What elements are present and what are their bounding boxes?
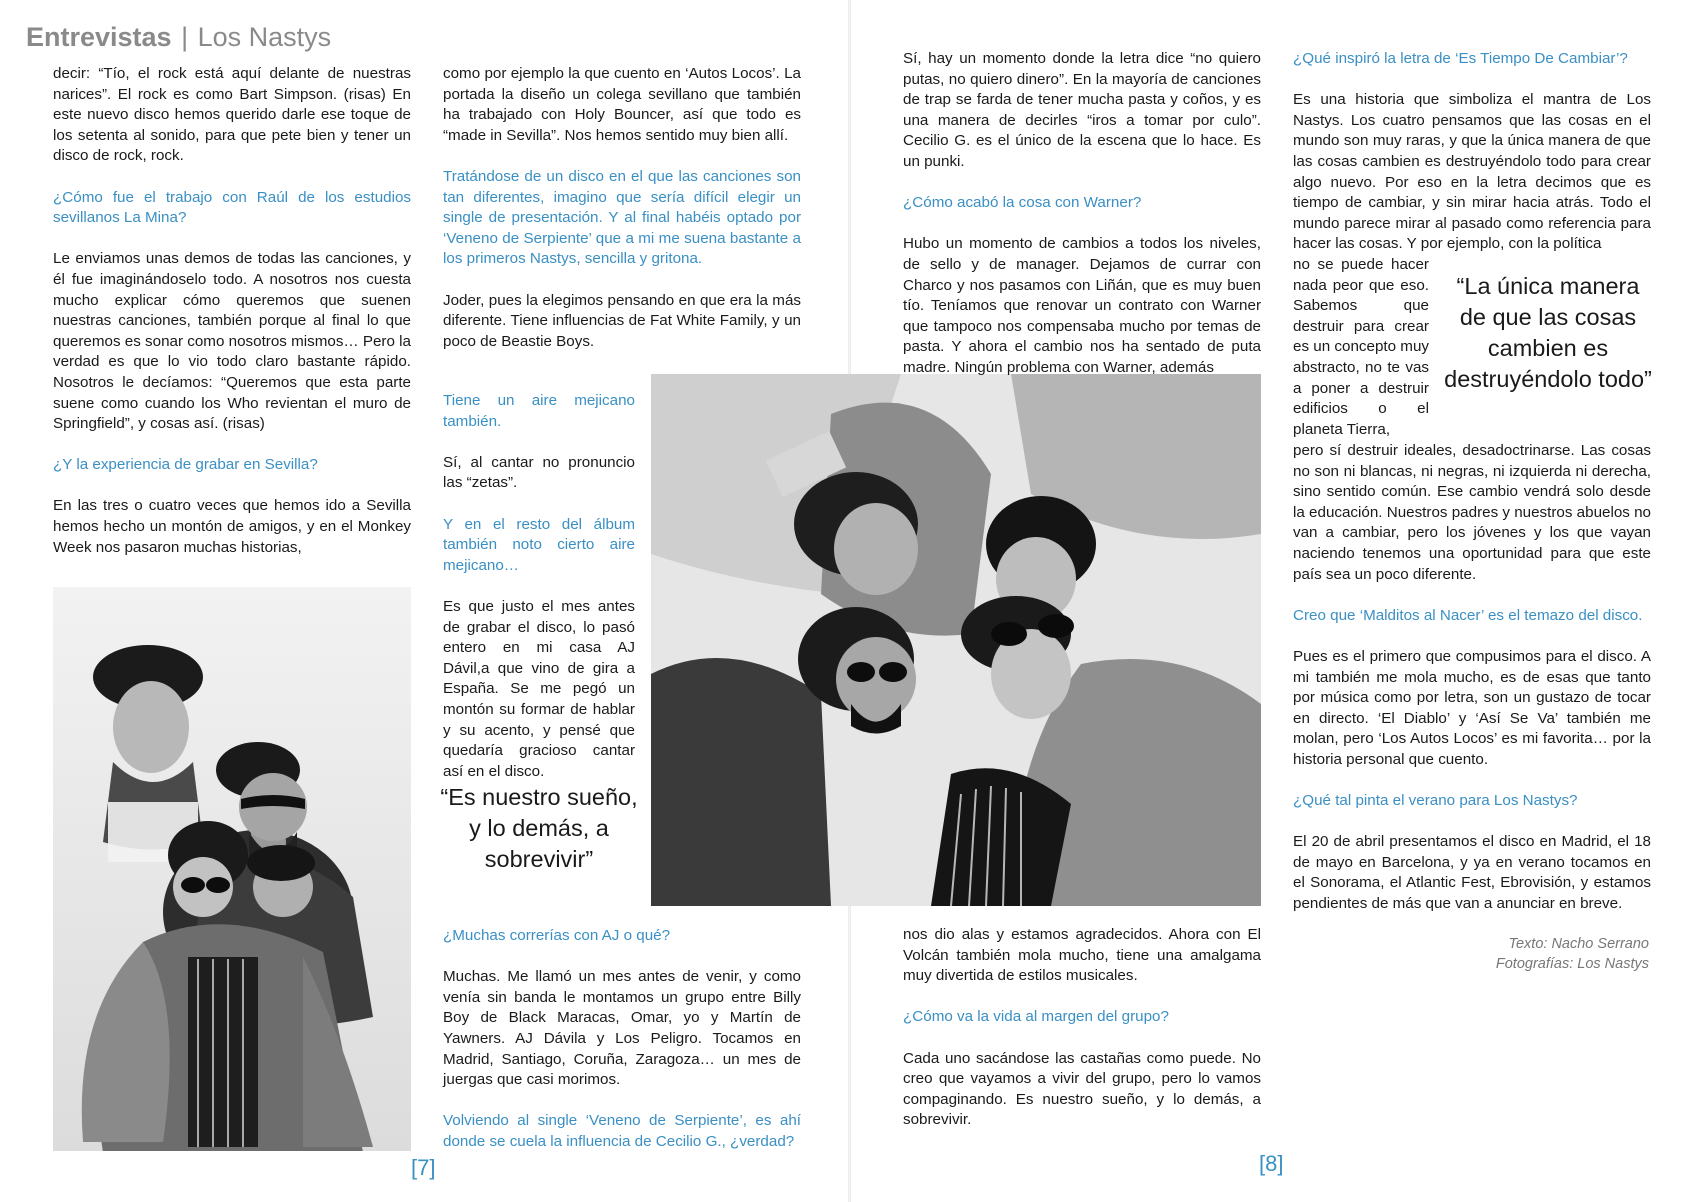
question-paragraph: ¿Cómo acabó la cosa con Warner? bbox=[903, 194, 1142, 212]
left-column-2-narrow bbox=[443, 391, 635, 782]
pull-quote-left: “Es nuestro sueño, y lo demás, a sobrevivir” bbox=[440, 784, 638, 872]
right-column-4-narrow bbox=[1293, 255, 1429, 440]
question-paragraph: ¿Cómo fue el trabajo con Raúl de los estudios sevillanos La Mina? bbox=[53, 188, 411, 227]
answer-paragraph: como por ejemplo la que cuento en ‘Autos Locos’. La portada la diseño un colega sevillano que también ha trabajado con Holy Bouncer, así que todo es “made in Sevilla”. Nos hemos sentido muy bien allí. bbox=[443, 65, 801, 144]
answer-paragraph: Hubo un momento de cambios a todos los niveles, de sello y de manager. Dejamos de currar con Charco y nos pasamos con Liñán, que es muy buen tío. Teníamos que renovar un contrato con Warner que tampoco nos compensaba mucho por temas de pasta. Y ahora el cambio nos ha sentado de puta madre. Ningún problema con Warner, además bbox=[903, 235, 1261, 376]
band-photo-group bbox=[53, 587, 411, 1151]
answer-paragraph: Joder, pues la elegimos pensando en que era la más diferente. Tiene influencias de Fat White Family, y un poco de Beastie Boys. bbox=[443, 291, 801, 350]
question-paragraph: Tratándose de un disco en el que las canciones son tan diferentes, imagino que sería difícil elegir un single de presentación. Y al final habéis optado por ‘Veneno de Serpiente’ que a mi me suena bastante a los primeros Nastys, sencilla y gritona. bbox=[443, 167, 801, 268]
right-column-4-top bbox=[1293, 49, 1651, 255]
question-paragraph: ¿Qué inspiró la letra de ‘Es Tiempo De Cambiar’? bbox=[1293, 50, 1628, 67]
answer-paragraph: decir: “Tío, el rock está aquí delante de nuestras narices”. El rock es como Bart Simpson. (risas) En este nuevo disco hemos querido darle ese toque de los setenta al sonido, para que pete bien y tener un disco de rock, rock. bbox=[53, 65, 411, 165]
photo-credit: Fotografías: Los Nastys bbox=[1495, 956, 1649, 972]
answer-paragraph: En las tres o cuatro veces que hemos ido a Sevilla hemos hecho un montón de amigos, y en el Monkey Week nos pasaron muchas historias, bbox=[53, 497, 411, 556]
question-paragraph: Creo que ‘Malditos al Nacer’ es el temazo del disco. bbox=[1293, 606, 1643, 624]
answer-paragraph: Pues es el primero que compusimos para el disco. A mi también me mola mucho, es de esas que tanto por música como por letra, son un gustazo de tocar en directo. ‘El Diablo’ y ‘Así Se Va’ también me molan, pero ‘Los Autos Locos’ es mi favorita… por la historia personal que cuento. bbox=[1293, 647, 1651, 768]
answer-paragraph: Muchas. Me llamó un mes antes de venir, y como venía sin banda le montamos un grupo entre Billy Boy de Black Maracas, Omar, yo y Martín de Yawners. AJ Dávila y Los Peligro. Tocamos en Madrid, Santiago, Coruña, Zaragoza… un mes de juergas que casi morimos. bbox=[443, 968, 801, 1089]
answer-paragraph: Sí, hay un momento donde la letra dice “no quiero putas, no quiero dinero”. En la mayoría de canciones de trap se farda de tener mucha pasta y coños, y es una manera de decirles “iros a tomar por culo”. Cecilio G. es el único de la escena que lo hace. Es un punki. bbox=[903, 50, 1261, 170]
answer-paragraph: Cada uno sacándose las castañas como puede. No creo que vayamos a vivir del grupo, pero lo vamos compaginando. Es nuestro sueño, y lo demás, a sobrevivir. bbox=[903, 1049, 1261, 1129]
question-paragraph: ¿Qué tal pinta el verano para Los Nastys? bbox=[1293, 792, 1578, 810]
question-paragraph: ¿Y la experiencia de grabar en Sevilla? bbox=[53, 456, 318, 474]
page-number-right: [8] bbox=[1259, 1151, 1284, 1176]
text-credit: Texto: Nacho Serrano bbox=[1508, 936, 1649, 952]
answer-paragraph: Es una historia que simboliza el mantra de Los Nastys. Los cuatro pensamos que las cosas en el mundo son muy raras, y que la única manera de que las cosas cambien es destruyéndolo todo para crear algo nuevo. Por eso en la letra decimos que es tiempo de cambiar, y sin mirar hacia atrás. Todo el mundo parece mirar al pasado como referencia para hacer las cosas. Y por ejemplo, con la política bbox=[1293, 91, 1651, 253]
page-number-left: [7] bbox=[411, 1155, 436, 1180]
article-credits bbox=[1496, 934, 1649, 974]
answer-paragraph: pero sí destruir ideales, desadoctrinarse. Las cosas no son ni blancas, ni negras, ni izquierda ni derecha, sino sentido común. Ese cambio vendrá solo desde la educación. Nuestros padres y nuestros abuelos no van a cambiar, pero los jóvenes y los que vayan naciendo tenemos una oportunidad para que este país sea un poco diferente. bbox=[1293, 442, 1651, 583]
answer-paragraph: Le enviamos unas demos de todas las canciones, y él fue imaginándoselo todo. A nosotros nos cuesta mucho explicar cómo queremos que suenen nuestras canciones, también porque al final lo que queremos es sonar como nosotros mismos… Pero la verdad es que lo vio todo claro bastante rápido. Nosotros le decíamos: “Queremos que esta parte suene como cuando los Who revientan el muro de Springfield”, y cosas así. (risas) bbox=[53, 250, 411, 433]
question-paragraph: Y en el resto del álbum también noto cierto aire mejicano… bbox=[443, 515, 635, 574]
right-column-4-bottom bbox=[1293, 441, 1651, 915]
band-photo-lying bbox=[651, 374, 1261, 906]
question-paragraph: ¿Muchas correrías con AJ o qué? bbox=[443, 927, 671, 944]
header-separator: | bbox=[181, 22, 189, 52]
answer-paragraph: Sí, al cantar no pronuncio las “zetas”. bbox=[443, 453, 635, 492]
left-column-1 bbox=[53, 64, 411, 558]
answer-paragraph: nos dio alas y estamos agradecidos. Ahora con El Volcán también mola mucho, tiene una amalgama muy divertida de estilos musicales. bbox=[903, 926, 1261, 985]
right-column-3-bottom bbox=[903, 925, 1261, 1131]
right-column-3-top bbox=[903, 49, 1261, 379]
question-paragraph: Tiene un aire mejicano también. bbox=[443, 392, 635, 430]
left-column-2-bottom bbox=[443, 926, 801, 1153]
pull-quote-right: “La única manera de que las cosas cambien es destruyéndolo todo” bbox=[1444, 273, 1652, 392]
question-paragraph: ¿Cómo va la vida al margen del grupo? bbox=[903, 1008, 1169, 1026]
question-paragraph: Volviendo al single ‘Veneno de Serpiente’, es ahí donde se cuela la influencia de Cecilio G., ¿verdad? bbox=[443, 1112, 801, 1150]
section-header bbox=[26, 22, 331, 53]
answer-paragraph: Es que justo el mes antes de grabar el disco, lo pasó entero en mi casa AJ Dávil,a que vino de gira a España. Se me pegó un montón su formar de hablar y su acento, y pensé que quedaría gracioso cantar así en el disco. bbox=[443, 597, 635, 780]
article-title: Los Nastys bbox=[197, 22, 332, 52]
answer-paragraph: El 20 de abril presentamos el disco en Madrid, el 18 de mayo en Barcelona, y ya en verano tocamos en el Sonorama, el Atlantic Fest, Ebrovisión, y estamos pendientes de más que van a anunciar en breve. bbox=[1293, 833, 1651, 913]
answer-paragraph: no se puede hacer nada peor que eso. Sabemos que destruir para crear es un concepto muy abstracto, no te vas a poner a destruir edificios o el planeta Tierra, bbox=[1293, 256, 1429, 438]
section-label: Entrevistas bbox=[26, 22, 172, 52]
left-column-2-top bbox=[443, 64, 801, 352]
